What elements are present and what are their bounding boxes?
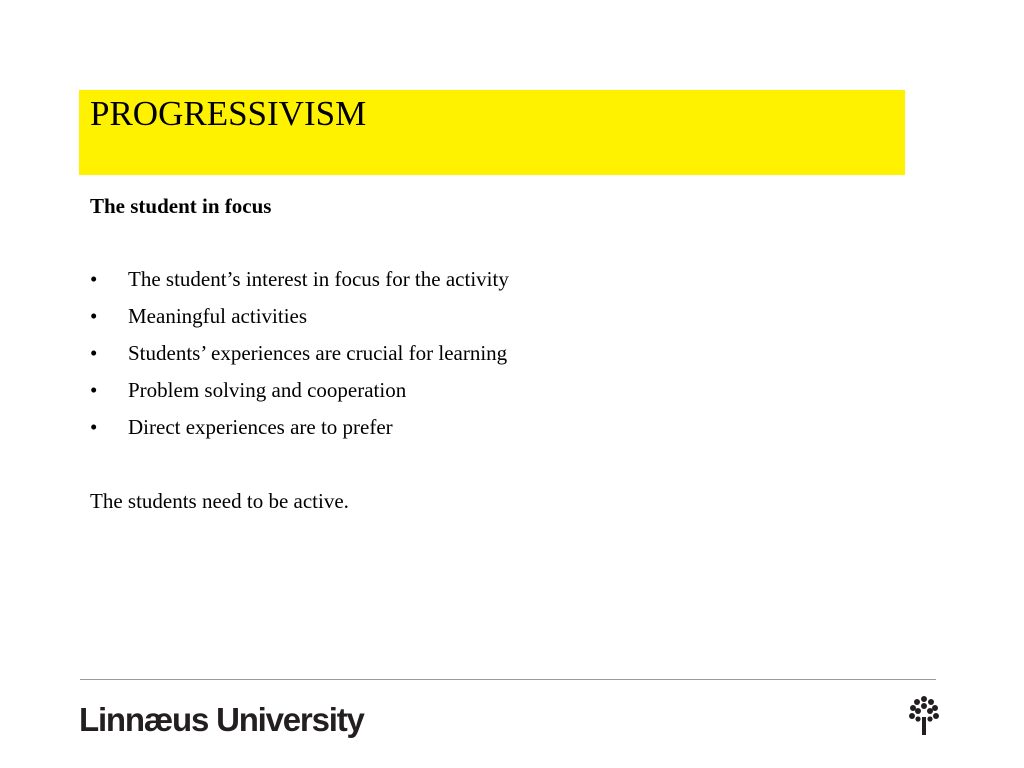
bullet-text: Problem solving and cooperation xyxy=(128,378,407,402)
subheading: The student in focus xyxy=(90,194,272,218)
bullet-symbol: • xyxy=(90,304,98,328)
university-logo-text: Linnæus University xyxy=(79,701,364,738)
closing-statement: The students need to be active. xyxy=(90,489,349,513)
bullet-symbol: • xyxy=(90,378,98,402)
footer-divider xyxy=(80,679,936,680)
bullet-text: Students’ experiences are crucial for learning xyxy=(128,341,508,365)
bullet-symbol: • xyxy=(90,415,98,439)
title-bar xyxy=(79,90,905,175)
bullet-text: Direct experiences are to prefer xyxy=(128,415,393,439)
bullet-text: Meaningful activities xyxy=(128,304,308,328)
bullet-symbol: • xyxy=(90,267,98,291)
bullet-text: The student’s interest in focus for the activity xyxy=(128,267,509,291)
tree-icon xyxy=(906,695,942,735)
slide-title: PROGRESSIVISM xyxy=(90,94,367,133)
bullet-symbol: • xyxy=(90,341,98,365)
